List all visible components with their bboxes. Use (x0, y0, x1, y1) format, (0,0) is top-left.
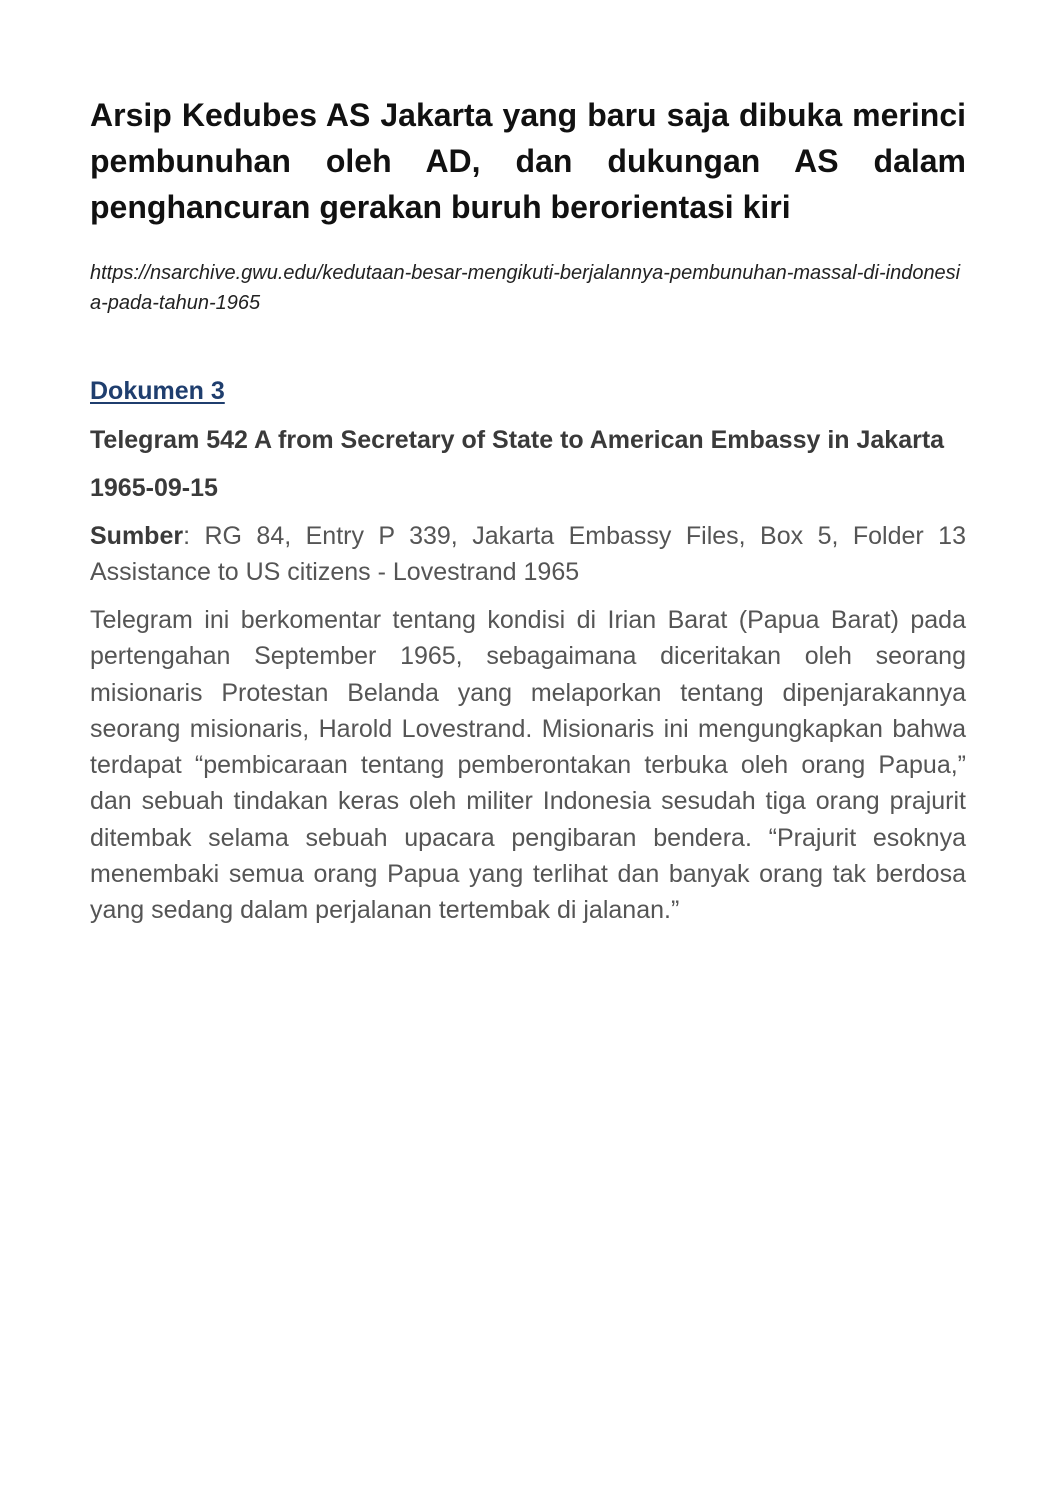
source-line (90, 518, 966, 590)
source-text: : RG 84, Entry P 339, Jakarta Embassy Files, Box 5, Folder 13 Assistance to US citizens - Lovestrand 1965 (90, 522, 966, 586)
document-link[interactable]: Dokumen 3 (90, 377, 225, 405)
document-page (90, 92, 966, 929)
page-title: Arsip Kedubes AS Jakarta yang baru saja dibuka merinci pembunuhan oleh AD, dan dukungan AS dalam penghancuran gerakan buruh berorientasi kiri (90, 97, 966, 225)
document-description: Telegram ini berkomentar tentang kondisi di Irian Barat (Papua Barat) pada pertengahan September 1965, sebagaimana diceritakan oleh seorang misionaris Protestan Belanda yang melaporkan tentang dipenjarakannya seorang misionaris, Harold Lovestrand. Misionaris ini mengungkapkan bahwa terdapat “pembicaraan tentang pemberontakan terbuka oleh orang Papua,” dan sebuah tindakan keras oleh militer Indonesia sesudah tiga orang prajurit ditembak selama sebuah upacara pengibaran bendera. “Prajurit esoknya menembaki semua orang Papua yang terlihat dan banyak orang tak berdosa yang sedang dalam perjalanan tertembak di jalanan.” (90, 606, 966, 925)
source-label: Sumber (90, 522, 184, 550)
document-title: Telegram 542 A from Secretary of State to American Embassy in Jakarta (90, 426, 945, 454)
source-url: https://nsarchive.gwu.edu/kedutaan-besar-mengikuti-berjalannya-pembunuhan-massal-di-indonesia-pada-tahun-1965 (90, 262, 961, 314)
document-date: 1965-09-15 (90, 474, 218, 502)
